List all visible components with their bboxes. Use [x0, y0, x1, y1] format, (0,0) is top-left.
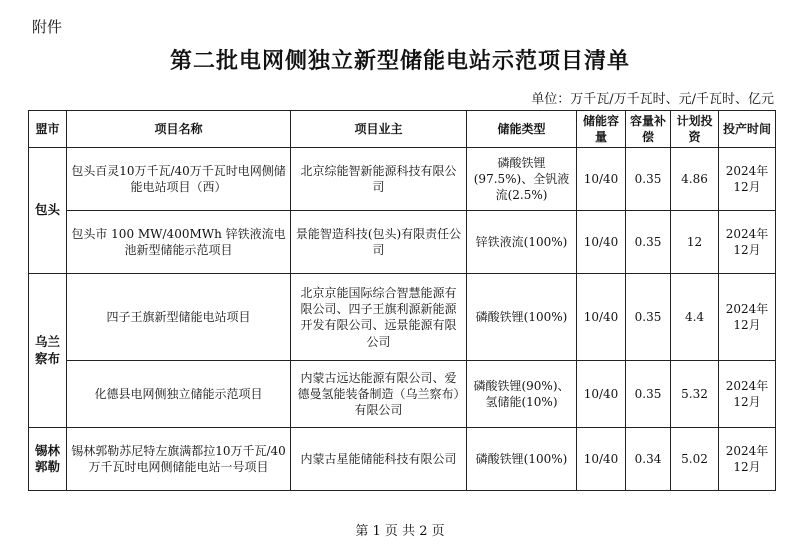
storage-type-cell: 磷酸铁锂(90%)、氢储能(10%) [467, 361, 577, 428]
project-table [28, 110, 776, 491]
header-storage-capacity: 储能容量 [577, 111, 626, 148]
page-footer: 第 1 页 共 2 页 [355, 524, 445, 539]
attachment-label: 附件 [32, 18, 63, 36]
storage-capacity-cell: 10/40 [577, 428, 626, 491]
header-city: 盟市 [29, 111, 67, 148]
city-cell: 包头 [29, 148, 67, 274]
planned-investment-cell: 12 [671, 211, 719, 274]
storage-capacity-cell: 10/40 [577, 361, 626, 428]
commission-date-cell: 2024年12月 [719, 148, 776, 211]
planned-investment-cell: 4.4 [671, 274, 719, 361]
storage-type-cell: 磷酸铁锂(100%) [467, 428, 577, 491]
table-row [29, 428, 776, 491]
header-planned-investment: 计划投资 [671, 111, 719, 148]
header-project-owner: 项目业主 [291, 111, 467, 148]
storage-capacity-cell: 10/40 [577, 274, 626, 361]
document-title: 第二批电网侧独立新型储能电站示范项目清单 [169, 49, 630, 74]
table-header-row [29, 111, 776, 148]
planned-investment-cell: 4.86 [671, 148, 719, 211]
planned-investment-cell: 5.02 [671, 428, 719, 491]
project-name-cell: 包头百灵10万千瓦/40万千瓦时电网侧储能电站项目（西） [67, 148, 291, 211]
capacity-subsidy-cell: 0.35 [626, 361, 671, 428]
storage-capacity-cell: 10/40 [577, 148, 626, 211]
header-storage-type: 储能类型 [467, 111, 577, 148]
project-owner-cell: 北京京能国际综合智慧能源有限公司、四子王旗利源新能源开发有限公司、远景能源有限公司 [291, 274, 467, 361]
capacity-subsidy-cell: 0.35 [626, 211, 671, 274]
project-owner-cell: 景能智造科技(包头)有限责任公司 [291, 211, 467, 274]
table-row [29, 274, 776, 361]
table-row [29, 148, 776, 211]
unit-note: 单位：万千瓦/万千瓦时、元/千瓦时、亿元 [531, 92, 774, 107]
commission-date-cell: 2024年12月 [719, 274, 776, 361]
commission-date-cell: 2024年12月 [719, 428, 776, 491]
project-owner-cell: 内蒙古远达能源有限公司、爱德曼氢能装备制造（乌兰察布）有限公司 [291, 361, 467, 428]
project-owner-cell: 内蒙古星能储能科技有限公司 [291, 428, 467, 491]
storage-capacity-cell: 10/40 [577, 211, 626, 274]
project-name-cell: 锡林郭勒苏尼特左旗满都拉10万千瓦/40万千瓦时电网侧储能电站一号项目 [67, 428, 291, 491]
header-capacity-subsidy: 容量补偿 [626, 111, 671, 148]
capacity-subsidy-cell: 0.35 [626, 274, 671, 361]
capacity-subsidy-cell: 0.34 [626, 428, 671, 491]
storage-type-cell: 磷酸铁锂(100%) [467, 274, 577, 361]
project-owner-cell: 北京综能智新能源科技有限公司 [291, 148, 467, 211]
planned-investment-cell: 5.32 [671, 361, 719, 428]
city-cell: 乌兰察布 [29, 274, 67, 428]
commission-date-cell: 2024年12月 [719, 211, 776, 274]
capacity-subsidy-cell: 0.35 [626, 148, 671, 211]
storage-type-cell: 磷酸铁锂(97.5%)、全钒液流(2.5%) [467, 148, 577, 211]
table-row [29, 361, 776, 428]
project-name-cell: 化德县电网侧独立储能示范项目 [67, 361, 291, 428]
header-project-name: 项目名称 [67, 111, 291, 148]
project-name-cell: 四子王旗新型储能电站项目 [67, 274, 291, 361]
commission-date-cell: 2024年12月 [719, 361, 776, 428]
project-name-cell: 包头市 100 MW/400MWh 锌铁液流电池新型储能示范项目 [67, 211, 291, 274]
storage-type-cell: 锌铁液流(100%) [467, 211, 577, 274]
city-cell: 锡林郭勒 [29, 428, 67, 491]
header-commission-date: 投产时间 [719, 111, 776, 148]
table-row [29, 211, 776, 274]
